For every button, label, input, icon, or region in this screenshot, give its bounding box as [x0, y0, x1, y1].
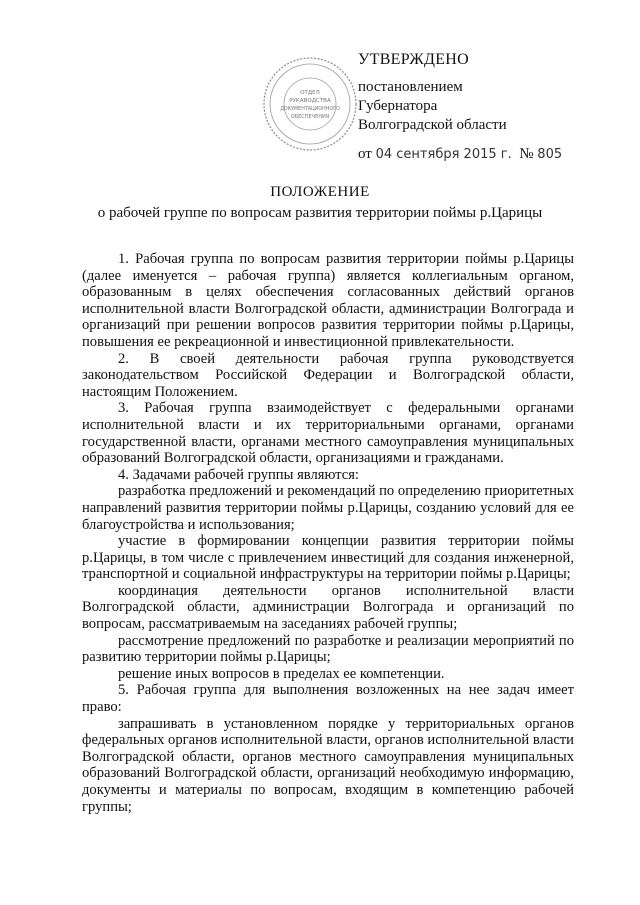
- task-item-4: рассмотрение предложений по разработке и реализации мероприятий по развитию территории поймы р.Царицы;: [82, 632, 574, 666]
- paragraph-2: 2. В своей деятельности рабочая группа руководствуется законодательством Российской Федерации и Волгоградской области, настоящим Положением.: [82, 350, 574, 400]
- paragraph-3: 3. Рабочая группа взаимодействует с федеральными органами исполнительной власти и их территориальными органами, органами государственной власти, органами местного самоуправления муниципальных образований Волгоградской области, организациями и гражданами.: [82, 400, 574, 467]
- paragraph-4: 4. Задачами рабочей группы являются:: [118, 466, 359, 483]
- document-title: ПОЛОЖЕНИЕ: [270, 184, 370, 200]
- task-item-3: координация деятельности органов исполнительной власти Волгоградской области, администрации Волгограда и организаций по вопросам, рассматриваемым на заседаниях рабочей группы;: [82, 582, 574, 633]
- approval-number: 805: [537, 147, 563, 162]
- stamp-line-3: ДОКУМЕНТАЦИОННОГО: [280, 107, 340, 112]
- approval-line-3: Волгоградской области: [358, 117, 507, 133]
- stamp-line-1: ОТДЕЛ: [300, 90, 320, 96]
- approved-label: УТВЕРЖДЕНО: [358, 51, 470, 68]
- number-prefix: №: [519, 146, 534, 162]
- paragraph-1: 1. Рабочая группа по вопросам развития территории поймы р.Царицы (далее именуется – рабочая группа) является коллегиальным органом, образованным в целях обеспечения согласованных действий органов исполнительной власти Волгоградской области, администрации Волгограда и организаций при решении вопросов развития территории поймы р.Царицы, повышения ее рекреационной и инвестиционной привлекательности.: [82, 251, 574, 350]
- official-stamp: [262, 56, 358, 152]
- task-item-1: разработка предложений и рекомендаций по определению приоритетных направлений развития территории поймы р.Царицы, созданию условий для ее благоустройства и использования;: [82, 483, 574, 533]
- paragraph-5: 5. Рабочая группа для выполнения возложенных на нее задач имеет право:: [82, 682, 574, 716]
- approval-line-2: Губернатора: [358, 98, 438, 114]
- date-prefix: от: [358, 146, 372, 162]
- stamp-line-2: РУКАВОДСТВА: [289, 98, 331, 104]
- document-subtitle: о рабочей группе по вопросам развития территории поймы р.Царицы: [97, 205, 543, 221]
- approval-block: [358, 50, 562, 164]
- right-item-1: запрашивать в установленном порядке у территориальных органов федеральных органов исполнительной власти, органов исполнительной власти Волгоградской области, органов местного самоуправления муниципальных образований Волгоградской области, организаций необходимую информацию, документы и материалы по вопросам, входящим в компетенцию рабочей группы;: [82, 715, 574, 815]
- stamp-line-4: ОБЕСПЕЧЕНИЯ: [290, 114, 330, 120]
- task-item-5: решение иных вопросов в пределах ее компетенции.: [118, 665, 445, 682]
- approval-date: 04 сентября 2015 г.: [375, 147, 512, 162]
- approval-line-1: постановлением: [358, 79, 463, 95]
- document-body: [82, 251, 574, 815]
- task-item-2: участие в формировании концепции развития территории поймы р.Царицы, в том числе с привлечением инвестиций для создания инженерной, транспортной и социальной инфраструктуры на территории поймы р.Царицы;: [82, 533, 574, 583]
- approval-date-line: [358, 145, 562, 164]
